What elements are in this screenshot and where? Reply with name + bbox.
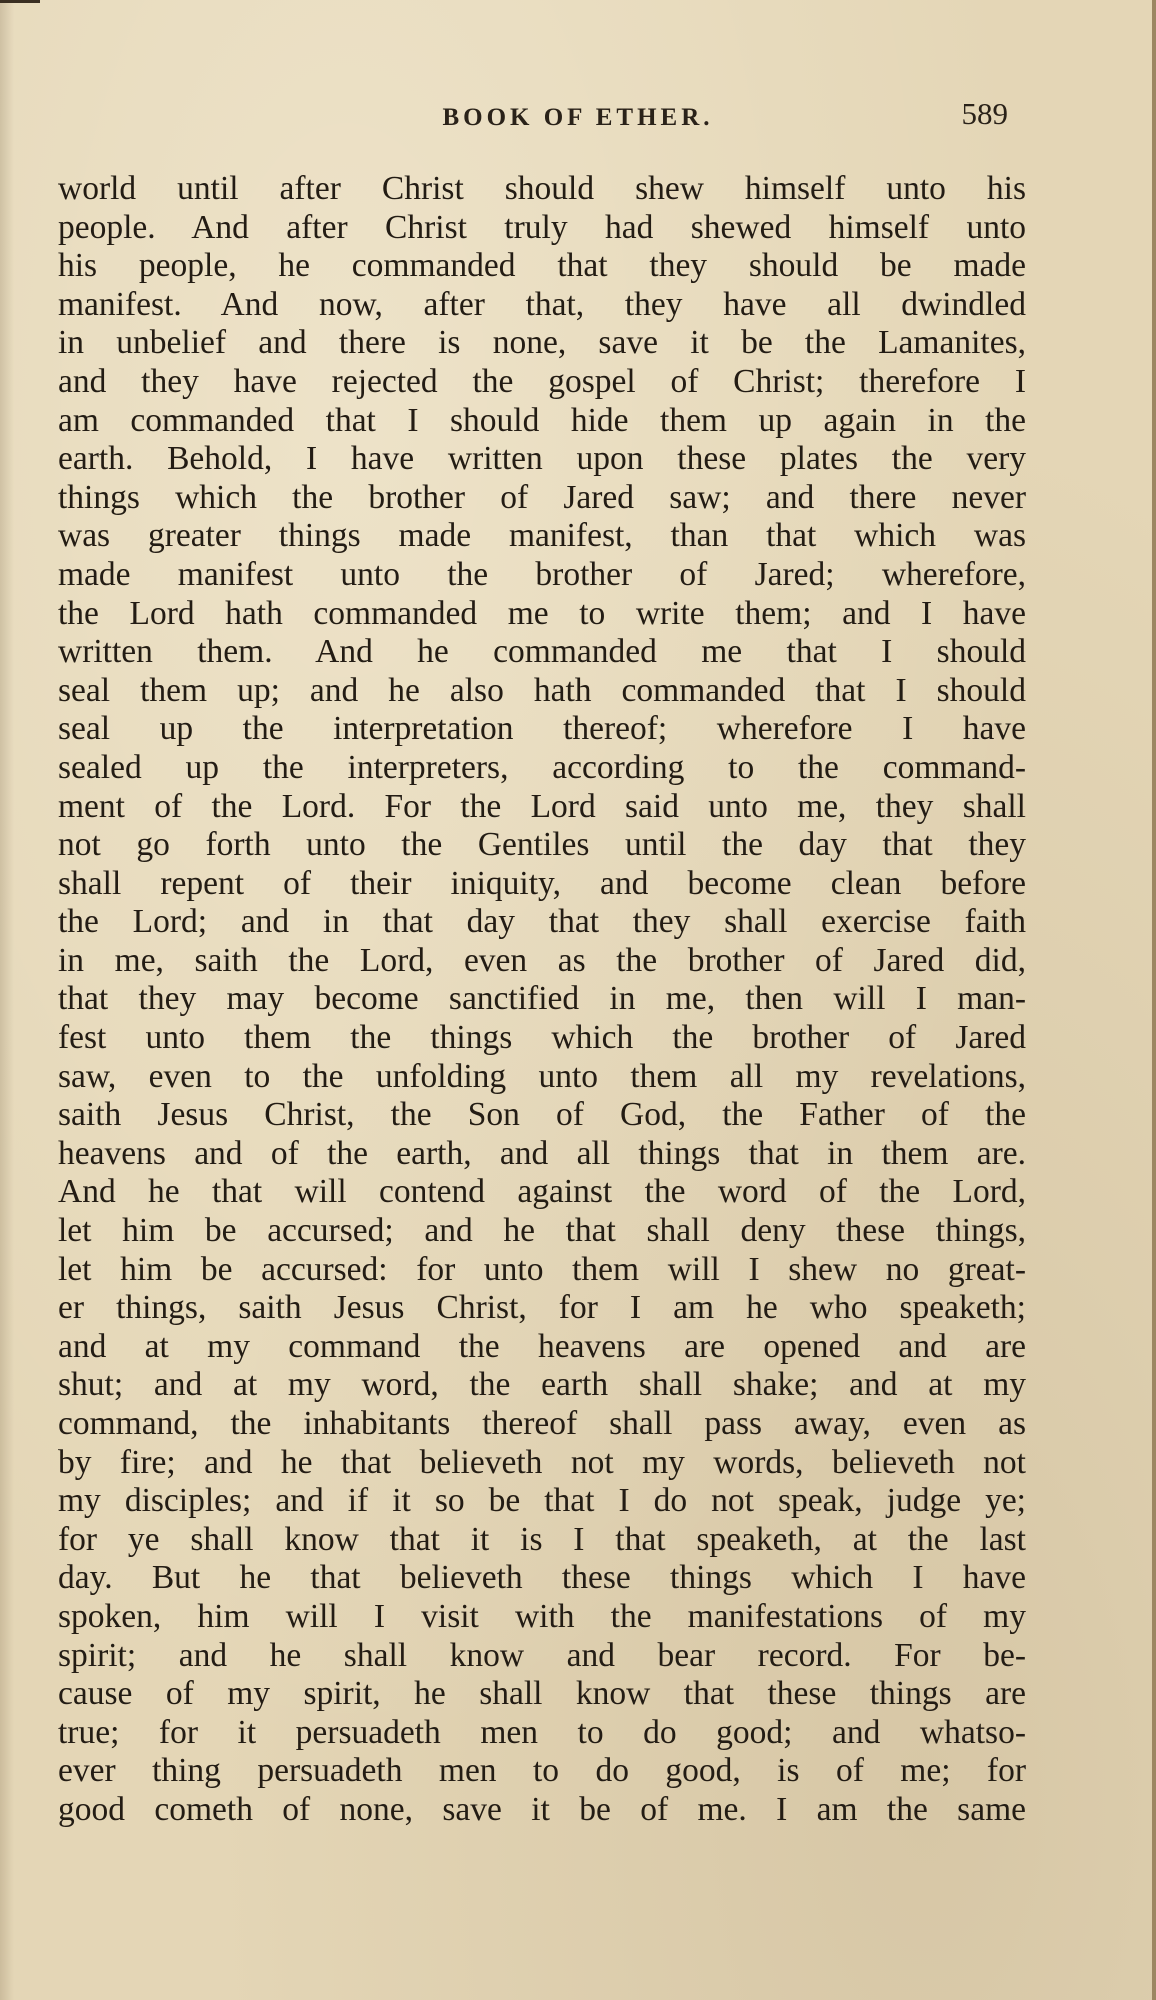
text-line: things which the brother of Jared saw; and there never <box>58 478 1026 516</box>
text-line: cause of my spirit, he shall know that these things are <box>58 1675 1026 1713</box>
text-line: shut; and at my word, the earth shall shake; and at my <box>58 1366 1026 1404</box>
text-line: shall repent of their iniquity, and become clean before <box>58 864 1026 902</box>
text-line: true; for it persuadeth men to do good; and whatso- <box>58 1713 1026 1751</box>
body-text <box>58 170 1026 1830</box>
page-edge-right <box>1152 0 1156 2000</box>
gutter-shadow <box>0 0 14 2000</box>
text-line: the Lord hath commanded me to write them; and I have <box>58 594 1026 632</box>
text-line: And he that will contend against the word of the Lord, <box>58 1173 1026 1211</box>
text-line: let him be accursed: for unto them will I shew no great- <box>58 1250 1026 1288</box>
text-line: his people, he commanded that they should be made <box>58 247 1026 285</box>
text-line: saith Jesus Christ, the Son of God, the Father of the <box>58 1096 1026 1134</box>
text-line: seal up the interpretation thereof; wherefore I have <box>58 710 1026 748</box>
text-line: not go forth unto the Gentiles until the day that they <box>58 826 1026 864</box>
running-head: BOOK OF ETHER. <box>442 104 714 131</box>
text-line: made manifest unto the brother of Jared; wherefore, <box>58 555 1026 593</box>
text-line: and they have rejected the gospel of Christ; therefore I <box>58 362 1026 400</box>
text-line: and at my command the heavens are opened and are <box>58 1327 1026 1365</box>
text-line: spirit; and he shall know and bear record. For be- <box>58 1636 1026 1674</box>
text-line: heavens and of the earth, and all things that in them are. <box>58 1134 1026 1172</box>
page-edge-top <box>0 0 40 3</box>
text-line: earth. Behold, I have written upon these plates the very <box>58 440 1026 478</box>
text-line: world until after Christ should shew himself unto his <box>58 170 1026 207</box>
text-line: ment of the Lord. For the Lord said unto me, they shall <box>58 787 1026 825</box>
page-number: 589 <box>961 96 1008 131</box>
text-line: my disciples; and if it so be that I do not speak, judge ye; <box>58 1482 1026 1520</box>
text-line: let him be accursed; and he that shall deny these things, <box>58 1212 1026 1250</box>
text-line: that they may become sanctified in me, then will I man- <box>58 980 1026 1018</box>
text-line: er things, saith Jesus Christ, for I am he who speaketh; <box>58 1289 1026 1327</box>
text-line: saw, even to the unfolding unto them all my revelations, <box>58 1057 1026 1095</box>
text-line: day. But he that believeth these things which I have <box>58 1559 1026 1597</box>
text-line: ever thing persuadeth men to do good, is of me; for <box>58 1752 1026 1790</box>
text-line: people. And after Christ truly had shewed himself unto <box>58 208 1026 246</box>
text-line: spoken, him will I visit with the manifestations of my <box>58 1597 1026 1635</box>
page-header <box>0 96 1156 146</box>
text-line: for ye shall know that it is I that speaketh, at the last <box>58 1520 1026 1558</box>
text-line: sealed up the interpreters, according to the command- <box>58 748 1026 786</box>
text-line: manifest. And now, after that, they have all dwindled <box>58 285 1026 323</box>
text-line: by fire; and he that believeth not my words, believeth not <box>58 1443 1026 1481</box>
text-line: good cometh of none, save it be of me. I am the same <box>58 1790 1026 1828</box>
text-line: command, the inhabitants thereof shall pass away, even as <box>58 1405 1026 1442</box>
text-line: seal them up; and he also hath commanded that I should <box>58 671 1026 709</box>
text-line: written them. And he commanded me that I should <box>58 633 1026 671</box>
text-line: was greater things made manifest, than that which was <box>58 517 1026 555</box>
text-line: fest unto them the things which the brother of Jared <box>58 1019 1026 1057</box>
text-line: in me, saith the Lord, even as the brother of Jared did, <box>58 941 1026 979</box>
text-line: in unbelief and there is none, save it be the Lamanites, <box>58 324 1026 362</box>
text-line: the Lord; and in that day that they shall exercise faith <box>58 903 1026 941</box>
text-line: am commanded that I should hide them up again in the <box>58 401 1026 439</box>
